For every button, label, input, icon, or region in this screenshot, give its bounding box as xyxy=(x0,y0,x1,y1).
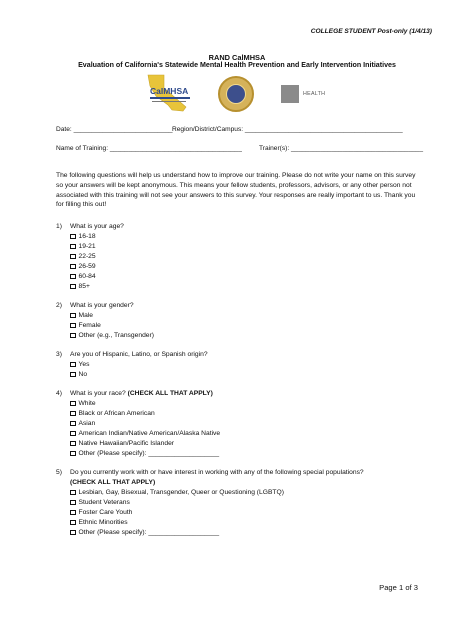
option-age-26-59[interactable]: 26-59 xyxy=(70,263,96,270)
option-race-black[interactable]: Black or African American xyxy=(70,410,155,417)
checkbox[interactable] xyxy=(70,254,76,260)
option-gender-other[interactable]: Other (e.g., Transgender) xyxy=(70,332,154,339)
question-number: 3) xyxy=(56,351,62,358)
calmhsa-logo-text: CalMHSA xyxy=(150,86,189,96)
checkbox[interactable] xyxy=(70,274,76,280)
checkbox[interactable] xyxy=(70,323,76,329)
option-hispanic-no[interactable]: No xyxy=(70,371,87,378)
checkbox[interactable] xyxy=(70,441,76,447)
question-text: Do you currently work with or have interest in working with any of the following special populations? xyxy=(70,469,364,476)
question-text: What is your gender? xyxy=(70,302,134,309)
option-race-american-indian[interactable]: American Indian/Native American/Alaska Native xyxy=(70,430,220,437)
checkbox[interactable] xyxy=(70,313,76,319)
checkbox[interactable] xyxy=(70,451,76,457)
option-pop-ethnic-minorities[interactable]: Ethnic Minorities xyxy=(70,519,128,526)
option-pop-foster-youth[interactable]: Foster Care Youth xyxy=(70,509,132,516)
checkbox[interactable] xyxy=(70,421,76,427)
question-number: 2) xyxy=(56,302,62,309)
date-field[interactable]: Date: ___________________________ xyxy=(56,126,173,133)
question-text: Are you of Hispanic, Latino, or Spanish origin? xyxy=(70,351,208,358)
training-name-field[interactable]: Name of Training: ____________________________________ xyxy=(56,145,242,152)
checkbox[interactable] xyxy=(70,431,76,437)
option-gender-male[interactable]: Male xyxy=(70,312,93,319)
rand-health-logo xyxy=(281,85,326,105)
intro-paragraph: The following questions will help us understand how to improve our training. Please do not write your name on this survey so your answers will be kept anonymous. This means your fellow students, professors, advisors, or any other person not associated with this training will not see your answers to this survey. Your responses are really important to us. Thank you for filling this out! xyxy=(56,172,416,209)
trainers-field[interactable]: Trainer(s): ____________________________________ xyxy=(259,145,424,152)
state-seal-logo xyxy=(218,76,254,112)
option-race-other[interactable]: Other (Please specify): ___________________ xyxy=(70,450,219,457)
option-age-60-84[interactable]: 60-84 xyxy=(70,273,96,280)
check-all-instruction: (CHECK ALL THAT APPLY) xyxy=(127,390,213,397)
calmhsa-logo xyxy=(142,74,200,112)
question-text: What is your race? xyxy=(70,390,126,397)
option-pop-other[interactable]: Other (Please specify): ___________________ xyxy=(70,529,219,536)
checkbox[interactable] xyxy=(70,284,76,290)
question-number: 5) xyxy=(56,469,62,476)
option-hispanic-yes[interactable]: Yes xyxy=(70,361,89,368)
checkbox[interactable] xyxy=(70,530,76,536)
document-subtitle: Evaluation of California's Statewide Mental Health Prevention and Early Intervention Initiatives xyxy=(78,61,396,69)
document-version-label: COLLEGE STUDENT Post-only (1/4/13) xyxy=(310,28,432,35)
option-pop-lgbtq[interactable]: Lesbian, Gay, Bisexual, Transgender, Queer or Questioning (LGBTQ) xyxy=(70,489,284,496)
checkbox[interactable] xyxy=(70,362,76,368)
question-number: 4) xyxy=(56,390,62,397)
document-title: RAND CalMHSA xyxy=(208,53,266,62)
option-age-16-18[interactable]: 16-18 xyxy=(70,233,96,240)
option-race-asian[interactable]: Asian xyxy=(70,420,95,427)
checkbox[interactable] xyxy=(70,401,76,407)
checkbox[interactable] xyxy=(70,490,76,496)
rand-health-text: HEALTH xyxy=(303,91,326,97)
question-number: 1) xyxy=(56,223,62,230)
checkbox[interactable] xyxy=(70,520,76,526)
checkbox[interactable] xyxy=(70,510,76,516)
checkbox[interactable] xyxy=(70,411,76,417)
option-gender-female[interactable]: Female xyxy=(70,322,101,329)
check-all-instruction: (CHECK ALL THAT APPLY) xyxy=(70,479,156,486)
option-race-pacific-islander[interactable]: Native Hawaiian/Pacific Islander xyxy=(70,440,174,447)
checkbox[interactable] xyxy=(70,500,76,506)
question-text: What is your age? xyxy=(70,223,124,230)
option-age-19-21[interactable]: 19-21 xyxy=(70,243,96,250)
option-race-white[interactable]: White xyxy=(70,400,96,407)
checkbox[interactable] xyxy=(70,264,76,270)
checkbox[interactable] xyxy=(70,234,76,240)
option-age-85-plus[interactable]: 85+ xyxy=(70,283,90,290)
checkbox[interactable] xyxy=(70,244,76,250)
page-number: Page 1 of 3 xyxy=(379,583,418,592)
region-field[interactable]: Region/District/Campus: ___________________________________________ xyxy=(172,126,403,133)
option-age-22-25[interactable]: 22-25 xyxy=(70,253,96,260)
option-pop-veterans[interactable]: Student Veterans xyxy=(70,499,130,506)
checkbox[interactable] xyxy=(70,333,76,339)
checkbox[interactable] xyxy=(70,372,76,378)
